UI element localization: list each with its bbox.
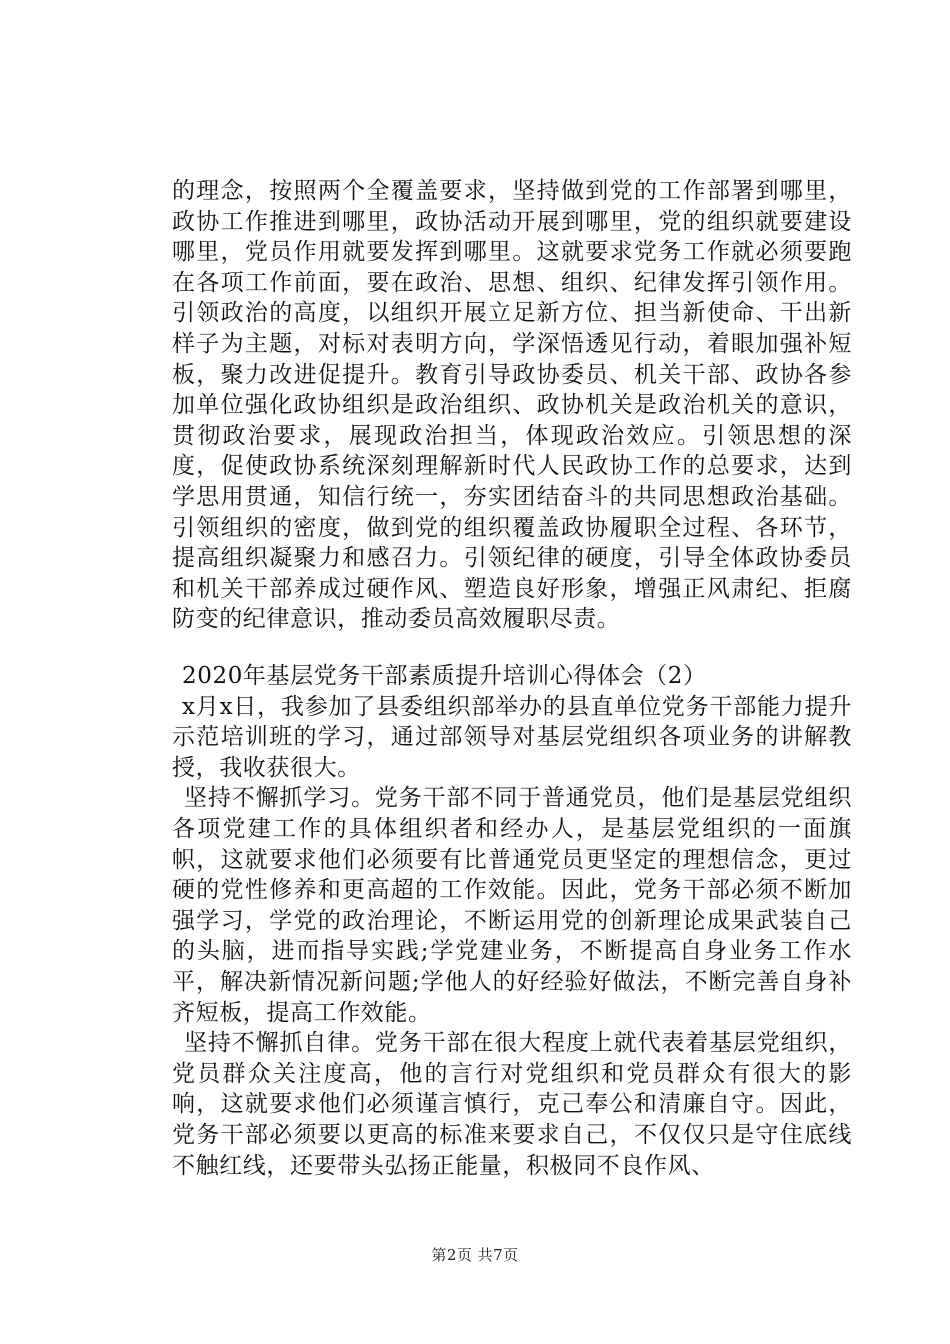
body-paragraph: 的理念，按照两个全覆盖要求，坚持做到党的工作部署到哪里，政协工作推进到哪里，政协活动开展到哪里，党的组织就要建设哪里，党员作用就要发挥到哪里。这就要求党务工作就必须要跑在各项工作前面，要在政治、思想、组织、纪律发挥引领作用。引领政治的高度，以组织开展立足新方位、担当新使命、干出新样子为主题，对标对表明方向，学深悟透见行动，着眼加强补短板，聚力改进促提升。教育引导政协委员、机关干部、政协各参加单位强化政协组织是政治组织、政协机关是政治机关的意识，贯彻政治要求，展现政治担当，体现政治效应。引领思想的深度，促使政协系统深刻理解新时代人民政协工作的总要求，达到学思用贯通，知信行统一，夯实团结奋斗的共同思想政治基础。引领组织的密度，做到党的组织覆盖政协履职全过程、各环节，提高组织凝聚力和感召力。引领纪律的硬度，引导全体政协委员和机关干部养成过硬作风、塑造良好形象，增强正风肃纪、拒腐防变的纪律意识，推动委员高效履职尽责。 xyxy=(172,178,852,633)
body-text-section-2 xyxy=(172,661,852,1181)
body-paragraph: 坚持不懈抓自律。党务干部在很大程度上就代表着基层党组织，党员群众关注度高，他的言行对党组织和党员群众有很大的影响，这就要求他们必须谨言慎行，克己奉公和清廉自守。因此，党务干部必须要以更高的标准来要求自己，不仅仅只是守住底线不触红线，还要带头弘扬正能量，积极同不良作风、 xyxy=(172,1030,852,1179)
body-paragraph: x月x日，我参加了县委组织部举办的县直单位党务干部能力提升示范培训班的学习，通过部领导对基层党组织各项业务的讲解教授，我收获很大。 xyxy=(172,693,852,781)
body-paragraph: 坚持不懈抓学习。党务干部不同于普通党员，他们是基层党组织各项党建工作的具体组织者和经办人，是基层党组织的一面旗帜，这就要求他们必须要有比普通党员更坚定的理想信念，更过硬的党性修养和更高超的工作效能。因此，党务干部必须不断加强学习，学党的政治理论，不断运用党的创新理论成果武装自己的头脑，进而指导实践;学党建业务，不断提高自身业务工作水平，解决新情况新问题;学他人的好经验好做法，不断完善自身补齐短板，提高工作效能。 xyxy=(172,785,852,1026)
page-number-footer: 第2页 共7页 xyxy=(431,1246,519,1264)
body-text-section-1 xyxy=(172,176,852,635)
section-title: 2020年基层党务干部素质提升培训心得体会（2） xyxy=(182,663,707,689)
